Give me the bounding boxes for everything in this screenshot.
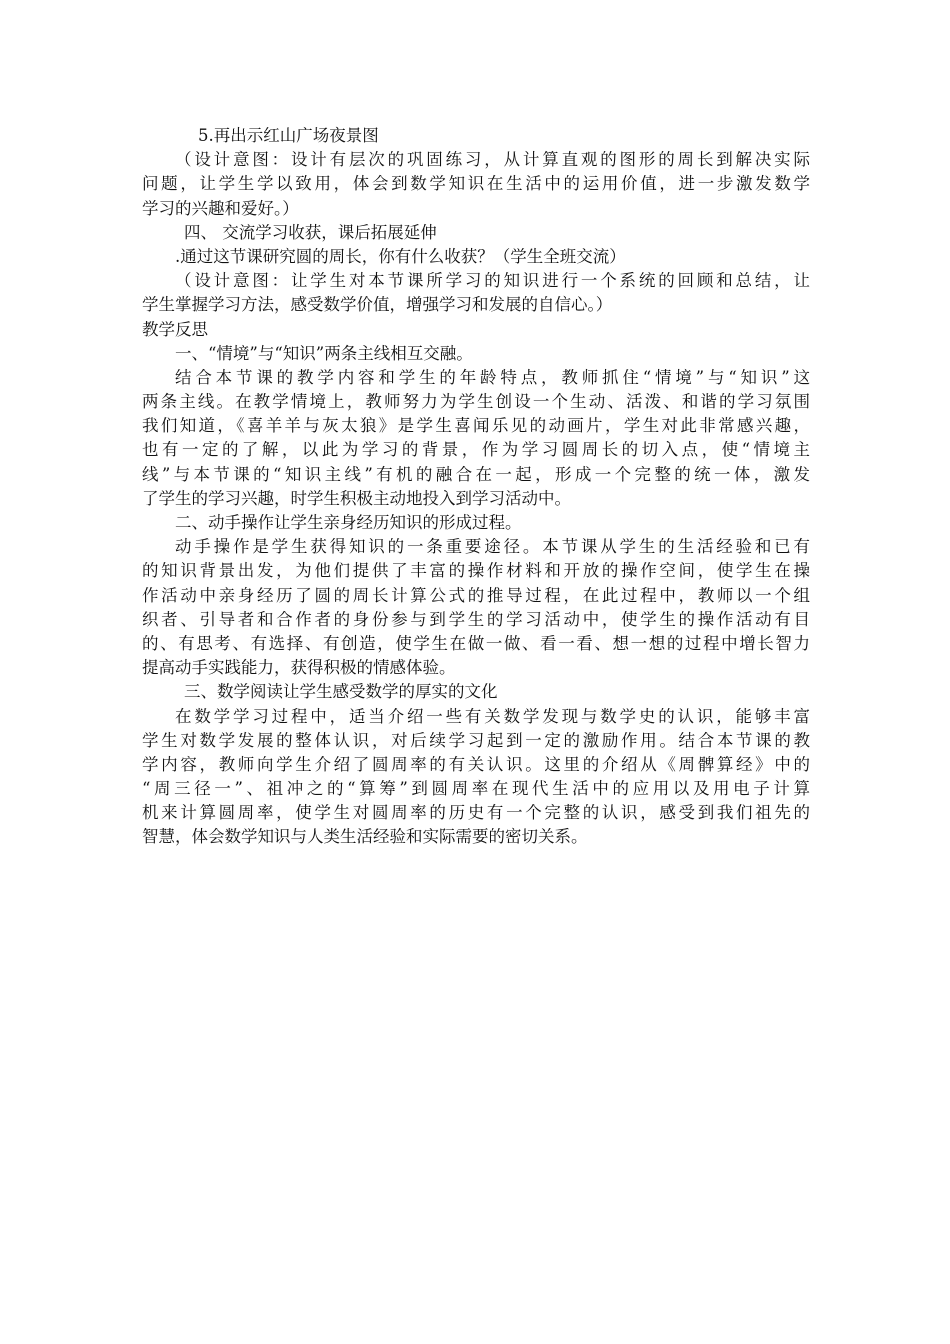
paragraph-line: “周三径一”、祖冲之的“算筹”到圆周率在现代生活中的应用以及用电子计算 <box>142 779 810 799</box>
paragraph-line: 作活动中亲身经历了圆的周长计算公式的推导过程，在此过程中，教师以一个组 <box>142 585 810 605</box>
paragraph-line: 动手操作是学生获得知识的一条重要途径。本节课从学生的生活经验和已有 <box>175 537 810 557</box>
section-heading: 二、动手操作让学生亲身经历知识的形成过程。 <box>175 513 522 532</box>
section-heading: 三、数学阅读让学生感受数学的厚实的文化 <box>184 682 498 702</box>
paragraph-line: 也有一定的了解，以此为学习的背景，作为学习圆周长的切入点，使“情境主 <box>142 440 810 460</box>
paragraph-line: 智慧，体会数学知识与人类生活经验和实际需要的密切关系。 <box>142 827 588 847</box>
paragraph-line: （设计意图：设计有层次的巩固练习，从计算直观的图形的周长到解决实际 <box>175 150 810 170</box>
paragraph-line: 结合本节课的教学内容和学生的年龄特点，教师抓住“情境”与“知识”这 <box>175 367 810 387</box>
paragraph-line: 问题，让学生学以致用，体会到数学知识在生活中的运用价值，进一步激发数学 <box>142 174 810 194</box>
paragraph-line: 学内容，教师向学生介绍了圆周率的有关认识。这里的介绍从《周髀算经》中的 <box>142 754 810 774</box>
paragraph-line: 在数学学习过程中，适当介绍一些有关数学发现与数学史的认识，能够丰富 <box>175 706 810 726</box>
paragraph-line: 学习的兴趣和爱好。） <box>142 198 299 218</box>
step-heading: 5.再出示红山广场夜景图 <box>198 126 379 145</box>
paragraph-line: 两条主线。在教学情境上，教师努力为学生创设一个生动、活泼、和谐的学习氛围 <box>142 392 810 412</box>
paragraph-line: 机来计算圆周率，使学生对圆周率的历史有一个完整的认识，感受到我们祖先的 <box>142 803 810 823</box>
paragraph-line: 我们知道，《喜羊羊与灰太狼》是学生喜闻乐见的动画片，学生对此非常感兴趣， <box>142 416 810 436</box>
section-heading: 一、“情境”与“知识”两条主线相互交融。 <box>175 343 473 363</box>
paragraph-line: 提高动手实践能力，获得积极的情感体验。 <box>142 658 456 678</box>
document-body <box>142 124 810 850</box>
paragraph-line: .通过这节课研究圆的周长，你有什么收获？（学生全班交流） <box>175 246 626 266</box>
paragraph-line: 线”与本节课的“知识主线”有机的融合在一起，形成一个完整的统一体，激发 <box>142 464 810 484</box>
paragraph-line: 织者、引导者和合作者的身份参与到学生的学习活动中，使学生的操作活动有目 <box>142 609 810 629</box>
paragraph-line: 了学生的学习兴趣，时学生积极主动地投入到学习活动中。 <box>142 488 571 508</box>
paragraph-line: 的知识背景出发，为他们提供了丰富的操作材料和开放的操作空间，使学生在操 <box>142 561 810 581</box>
section-heading: 四、 交流学习收获，课后拓展延伸 <box>184 222 437 242</box>
paragraph-line: 学生对数学发展的整体认识，对后续学习起到一定的激励作用。结合本节课的教 <box>142 730 810 750</box>
section-title: 教学反思 <box>142 319 208 339</box>
paragraph-line: 学生掌握学习方法，感受数学价值，增强学习和发展的自信心。） <box>142 295 613 315</box>
paragraph-line: 的、有思考、有选择、有创造，使学生在做一做、看一看、想一想的过程中增长智力 <box>142 633 810 653</box>
paragraph-line: （设计意图：让学生对本节课所学习的知识进行一个系统的回顾和总结，让 <box>175 271 810 291</box>
